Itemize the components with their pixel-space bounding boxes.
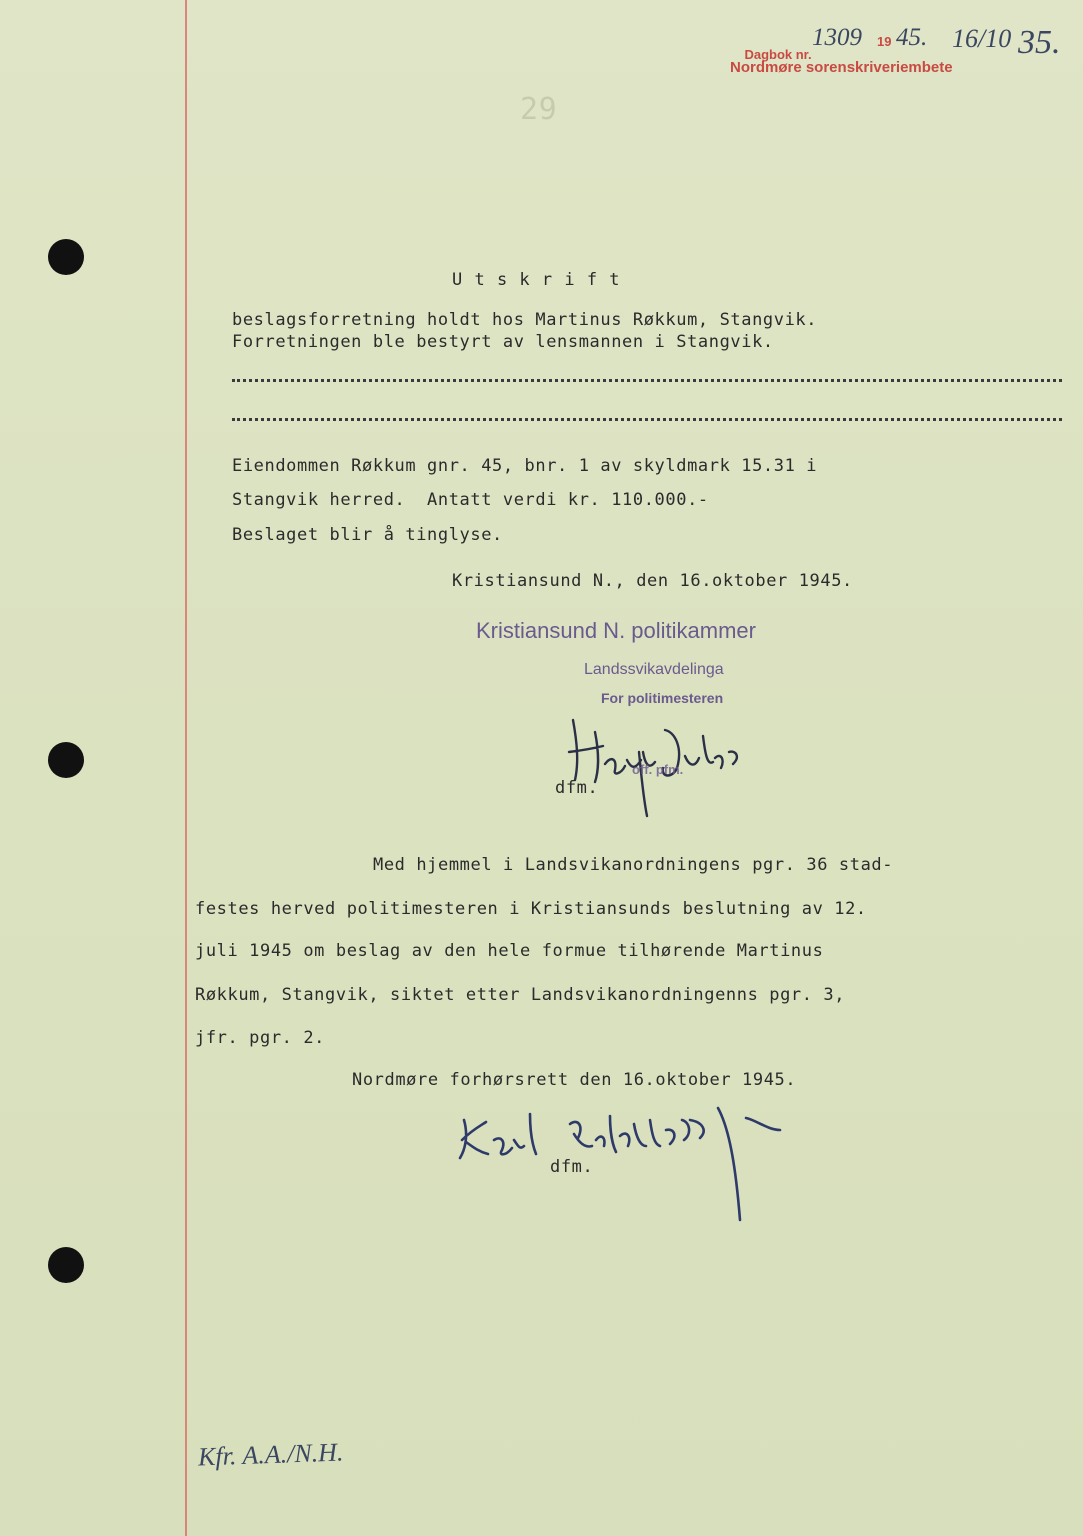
body-line-2: festes herved politimesteren i Kristiansunds beslutning av 12. (195, 899, 867, 919)
year-prefix: 19 (877, 34, 892, 49)
year-suffix: 45. (896, 24, 928, 51)
body-line-4: Røkkum, Stangvik, siktet etter Landsvikanordningenns pgr. 3, (195, 985, 846, 1005)
intro-line-1: beslagsforretning holdt hos Martinus Røkkum, Stangvik. (232, 310, 818, 330)
punch-hole-bottom (48, 1247, 84, 1283)
dotted-separator-1 (232, 379, 1062, 382)
signature-1-title: dfm. (555, 778, 599, 798)
signature-2-title: dfm. (550, 1157, 594, 1177)
punch-hole-middle (48, 742, 84, 778)
body-line-1: Med hjemmel i Landsvikanordningens pgr. 36 stad- (373, 855, 894, 875)
document-title: U t s k r i f t (452, 270, 621, 290)
dotted-separator-2 (232, 418, 1062, 421)
police-stamp-for: For politimesteren (601, 690, 724, 706)
police-stamp-dept: Landssvikavdelinga (584, 661, 724, 678)
dagbok-prefix: Dagbok nr. (744, 47, 812, 62)
pfm-stamp: off. pfm. (632, 762, 684, 777)
bleed-through-mark: 29 (520, 92, 558, 127)
office-stamp: Nordmøre sorenskriveriembete (730, 59, 953, 76)
place-date-1: Kristiansund N., den 16.oktober 1945. (452, 571, 853, 591)
page-number: 35. (1018, 24, 1061, 61)
registration-note: Beslaget blir å tinglyse. (232, 525, 503, 545)
property-line-2: Stangvik herred. Antatt verdi kr. 110.000.- (232, 490, 709, 510)
intro-line-2: Forretningen ble bestyrt av lensmannen i Stangvik. (232, 332, 774, 352)
police-stamp: Kristiansund N. politikammer (476, 618, 756, 643)
signature-2 (450, 1100, 830, 1230)
punch-hole-top (48, 239, 84, 275)
property-line-1: Eiendommen Røkkum gnr. 45, bnr. 1 av skyldmark 15.31 i (232, 456, 818, 476)
margin-rule (185, 0, 187, 1536)
place-date-2: Nordmøre forhørsrett den 16.oktober 1945. (352, 1070, 797, 1090)
dagbok-number: 1309 (812, 24, 862, 51)
handwritten-date: 16/10 (952, 24, 1012, 53)
body-line-5: jfr. pgr. 2. (195, 1028, 326, 1048)
footer-note: Kfr. A.A./N.H. (197, 1437, 344, 1472)
body-line-3: juli 1945 om beslag av den hele formue tilhørende Martinus (195, 941, 824, 961)
